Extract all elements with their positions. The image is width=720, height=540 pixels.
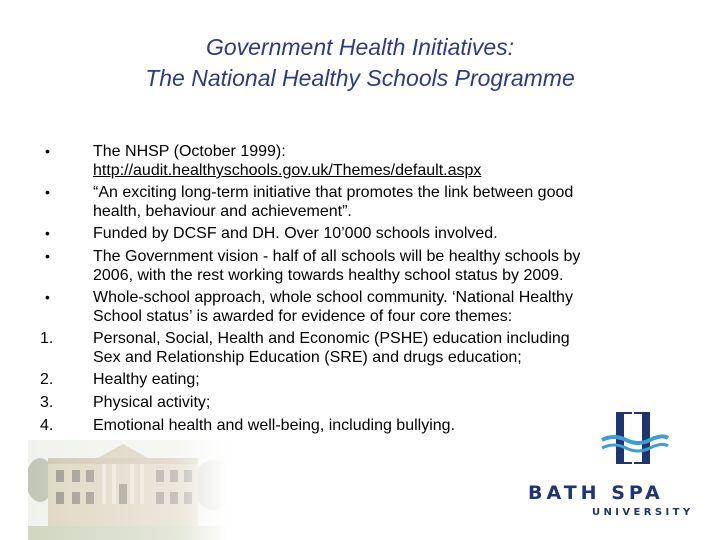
list-item-text: Physical activity; [93,394,211,411]
slide-title-line-1: Government Health Initiatives: [205,34,515,60]
list-item-text: Sex and Relationship Education (SRE) and drugs education; [93,349,522,366]
list-item-text: Funded by DCSF and DH. Over 10’000 schools involved. [93,225,498,242]
bath-spa-logo-icon [588,410,678,470]
logo-name: BATH SPA [528,482,664,504]
list-marker: • [45,289,50,305]
list-item-text: “An exciting long-term initiative that promotes the link between good [93,184,574,201]
building-photo [28,440,228,540]
list-marker: 3. [40,394,54,411]
list-item-text: Personal, Social, Health and Economic (PSHE) education including [93,330,570,347]
list-item-text: health, behaviour and achievement”. [93,203,352,220]
list-item-text: Whole-school approach, whole school community. ‘National Healthy [93,289,573,306]
logo-subtitle: UNIVERSITY [592,507,694,518]
list-item-text: The NHSP (October 1999): [93,143,286,160]
university-logo-text [528,482,698,518]
list-marker: • [45,184,50,200]
list-marker: 2. [40,371,54,388]
slide-title-line-2: The National Healthy Schools Programme [145,65,575,91]
list-marker: 4. [40,417,54,434]
list-marker: • [45,143,50,159]
list-marker: • [45,225,50,241]
list-marker: 1. [40,330,54,347]
list-marker: • [45,248,50,264]
list-item-text: 2006, with the rest working towards healthy school status by 2009. [93,267,564,284]
list-item-text: The Government vision - half of all schools will be healthy schools by [93,248,581,265]
list-item-text: Emotional health and well-being, including bullying. [93,417,456,434]
list-item-text: School status’ is awarded for evidence of four core themes: [93,308,513,325]
list-item-text: Healthy eating; [93,371,200,388]
building-image [28,440,228,540]
nhsp-link[interactable]: http://audit.healthyschools.gov.uk/Themes/default.aspx [93,162,482,179]
